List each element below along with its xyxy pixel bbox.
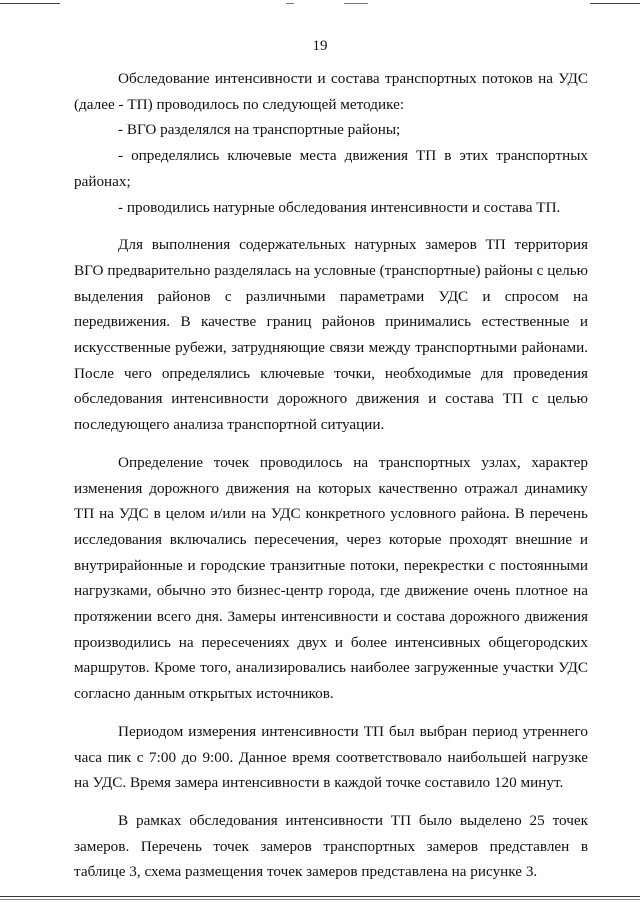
page-bottom-rule [0, 899, 640, 900]
scan-edge-line [0, 3, 60, 4]
document-body [74, 66, 588, 885]
paragraph: Определение точек проводилось на транспортных узлах, характер изменения дорожного движения на которых качественно отражал динамику ТП на УДС в целом и/или на УДС конкретного условного района. В перечень исследования включались пересечения, через которые проходят внешние и внутрирайонные и городские транзитные потоки, перекрестки с постоянными нагрузками, обычно это бизнес-центр города, где движение очень плотное на протяжении всего дня. Замеры интенсивности и состава дорожного движения производились на пересечениях двух и более интенсивных общегородских маршрутов. Кроме того, анализировались наиболее загруженные участки УДС согласно данным открытых источников. [74, 453, 588, 703]
paragraph-intro: Обследование интенсивности и состава транспортных потоков на УДС (далее - ТП) проводилось по следующей методике: [74, 70, 588, 113]
page-bottom-rule [0, 896, 640, 897]
scan-edge-line [590, 3, 640, 4]
page-number: 19 [312, 38, 328, 54]
list-item: - ВГО разделялся на транспортные районы; [118, 121, 401, 139]
list-item: - определялись ключевые места движения ТП в этих транспортных районах; [74, 147, 588, 190]
paragraph: В рамках обследования интенсивности ТП было выделено 25 точек замеров. Перечень точек замеров транспортных замеров представлен в таблице 3, схема размещения точек замеров представлена на рисунке 3. [74, 811, 588, 881]
paragraph: Периодом измерения интенсивности ТП был выбран период утреннего часа пик с 7:00 до 9:00. Данное время соответствовало наибольшей нагрузке на УДС. Время замера интенсивности в каждой точке составило 120 минут. [74, 722, 588, 792]
scan-edge-line [344, 3, 368, 4]
paragraph: Для выполнения содержательных натурных замеров ТП территория ВГО предварительно разделялась на условные (транспортные) районы с целью выделения районов с различными параметрами УДС и спросом на передвижения. В качестве границ районов принимались естественные и искусственные рубежи, затрудняющие связи между транспортными районами. После чего определялись ключевые точки, необходимые для проведения обследования интенсивности дорожного движения и состава ТП с целью последующего анализа транспортной ситуации. [74, 236, 588, 434]
scan-edge-line [286, 3, 294, 4]
list-item: - проводились натурные обследования интенсивности и состава ТП. [118, 198, 561, 216]
